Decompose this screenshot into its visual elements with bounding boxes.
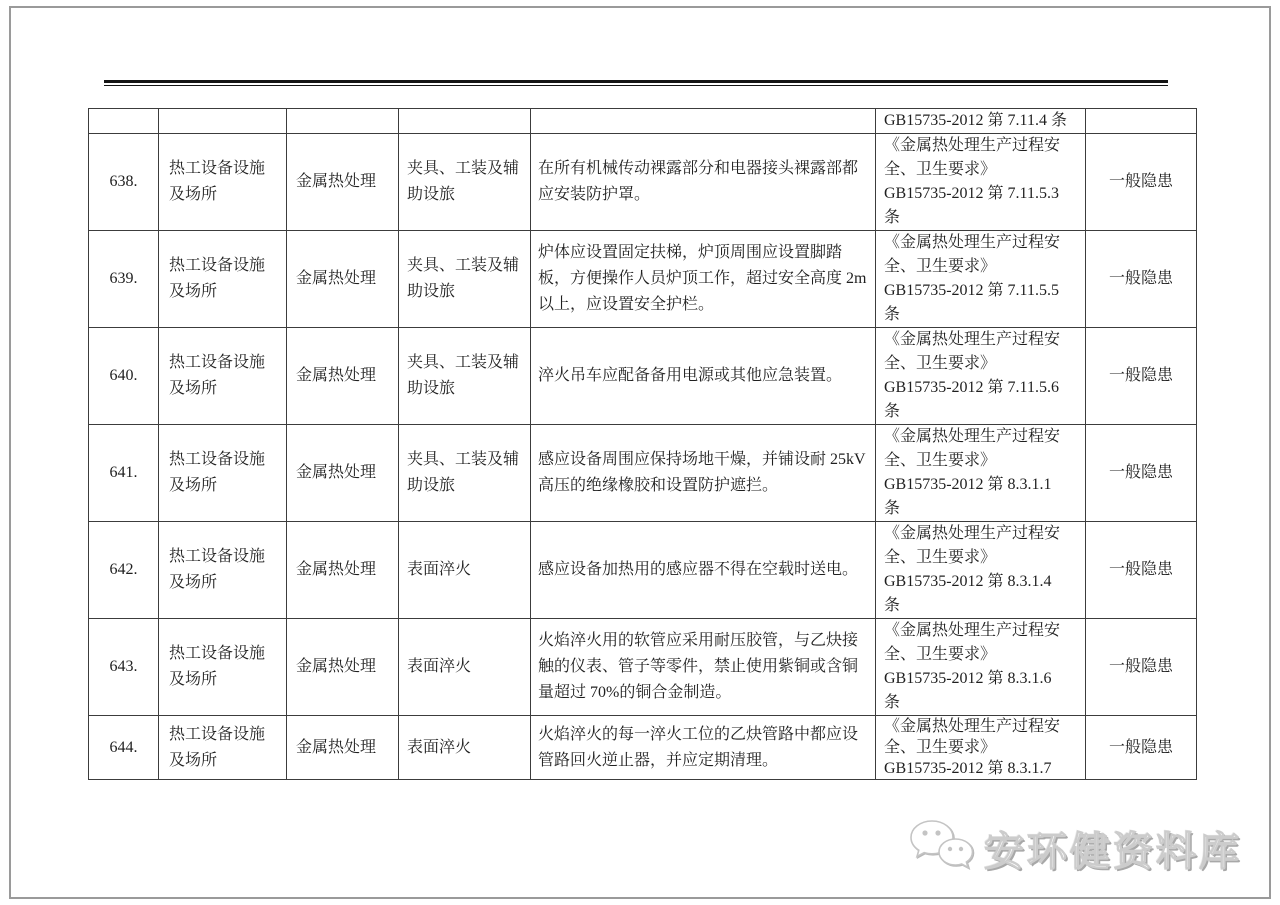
- row-number-cell: 638.: [89, 134, 159, 231]
- reference-cell: [876, 231, 1086, 328]
- table-row-641: [89, 425, 1197, 522]
- description-cell: 感应设备加热用的感应器不得在空载时送电。: [531, 522, 876, 619]
- reference-line: GB15735-2012 第 7.11.5.5: [884, 282, 1059, 299]
- reference-line: 条: [884, 403, 901, 420]
- table-row-639: [89, 231, 1197, 328]
- process-cell: 金属热处理: [287, 522, 399, 619]
- process-cell: 金属热处理: [287, 425, 399, 522]
- table-row-642: [89, 522, 1197, 619]
- area-cell: 热工设备设施及场所: [159, 716, 287, 780]
- reference-line: 条: [884, 597, 901, 614]
- process-cell: 金属热处理: [287, 716, 399, 780]
- reference-line: GB15735-2012 第 7.11.5.3: [884, 185, 1059, 202]
- row-number-cell: 644.: [89, 716, 159, 780]
- reference-line: 全、卫生要求》: [884, 549, 997, 566]
- reference-line: 全、卫生要求》: [884, 161, 997, 178]
- reference-line: GB15735-2012 第 7.11.5.6: [884, 379, 1059, 396]
- row-number-cell: 642.: [89, 522, 159, 619]
- reference-cell: [876, 619, 1086, 716]
- reference-line: GB15735-2012 第 8.3.1.1: [884, 476, 1052, 493]
- process-cell: 金属热处理: [287, 328, 399, 425]
- equipment-cell: [399, 109, 531, 134]
- reference-line: 全、卫生要求》: [884, 739, 997, 756]
- reference-line: 《金属热处理生产过程安: [884, 234, 1061, 251]
- table-row-643: [89, 619, 1197, 716]
- process-cell: [287, 109, 399, 134]
- watermark-text: 安环健资料库: [984, 829, 1242, 874]
- reference-line: GB15735-2012 第 7.11.4 条: [884, 112, 1067, 129]
- reference-line: 全、卫生要求》: [884, 646, 997, 663]
- table-row-continuation: [89, 109, 1197, 134]
- hazard-level-cell: 一般隐患: [1086, 425, 1197, 522]
- reference-cell: [876, 134, 1086, 231]
- reference-line: 条: [884, 500, 901, 517]
- area-cell: 热工设备设施及场所: [159, 522, 287, 619]
- reference-cell: [876, 109, 1086, 134]
- safety-inspection-table: [88, 108, 1197, 780]
- reference-line: 《金属热处理生产过程安: [884, 622, 1061, 639]
- area-cell: 热工设备设施及场所: [159, 231, 287, 328]
- description-cell: 火焰淬火的每一淬火工位的乙炔管路中都应设管路回火逆止器，并应定期清理。: [531, 716, 876, 780]
- watermark: [908, 818, 1242, 879]
- reference-cell: [876, 425, 1086, 522]
- process-cell: 金属热处理: [287, 134, 399, 231]
- reference-line: 全、卫生要求》: [884, 355, 997, 372]
- hazard-level-cell: 一般隐患: [1086, 328, 1197, 425]
- equipment-cell: 夹具、工装及辅助设旅: [399, 425, 531, 522]
- table-row-644: [89, 716, 1197, 780]
- equipment-cell: 表面淬火: [399, 619, 531, 716]
- equipment-cell: 夹具、工装及辅助设旅: [399, 328, 531, 425]
- row-number-cell: 639.: [89, 231, 159, 328]
- reference-line: GB15735-2012 第 8.3.1.4: [884, 573, 1052, 590]
- description-cell: 淬火吊车应配备备用电源或其他应急装置。: [531, 328, 876, 425]
- wechat-icon: [908, 818, 974, 879]
- equipment-cell: 夹具、工装及辅助设旅: [399, 134, 531, 231]
- reference-line: 《金属热处理生产过程安: [884, 331, 1061, 348]
- row-number-cell: 641.: [89, 425, 159, 522]
- reference-line: 《金属热处理生产过程安: [884, 137, 1061, 154]
- reference-line: 全、卫生要求》: [884, 258, 997, 275]
- row-number-cell: 643.: [89, 619, 159, 716]
- hazard-level-cell: 一般隐患: [1086, 716, 1197, 780]
- equipment-cell: 表面淬火: [399, 522, 531, 619]
- description-cell: 火焰淬火用的软管应采用耐压胶管，与乙炔接触的仪表、管子等零件，禁止使用紫铜或含铜量超过 70%的铜合金制造。: [531, 619, 876, 716]
- reference-line: 条: [884, 694, 901, 711]
- reference-line: 《金属热处理生产过程安: [884, 718, 1061, 735]
- area-cell: [159, 109, 287, 134]
- reference-line: 条: [884, 306, 901, 323]
- row-number-cell: 640.: [89, 328, 159, 425]
- area-cell: 热工设备设施及场所: [159, 425, 287, 522]
- table-row-638: [89, 134, 1197, 231]
- area-cell: 热工设备设施及场所: [159, 619, 287, 716]
- hazard-level-cell: 一般隐患: [1086, 522, 1197, 619]
- reference-cell: [876, 328, 1086, 425]
- reference-line: 条: [884, 209, 901, 226]
- equipment-cell: 夹具、工装及辅助设旅: [399, 231, 531, 328]
- reference-cell: [876, 716, 1086, 780]
- process-cell: 金属热处理: [287, 231, 399, 328]
- description-cell: 感应设备周围应保持场地干燥，并铺设耐 25kV 高压的绝缘橡胶和设置防护遮拦。: [531, 425, 876, 522]
- hazard-level-cell: 一般隐患: [1086, 619, 1197, 716]
- equipment-cell: 表面淬火: [399, 716, 531, 780]
- reference-cell: [876, 522, 1086, 619]
- description-cell: 在所有机械传动裸露部分和电器接头裸露部都应安装防护罩。: [531, 134, 876, 231]
- area-cell: 热工设备设施及场所: [159, 328, 287, 425]
- reference-line: GB15735-2012 第 8.3.1.7: [884, 760, 1052, 777]
- hazard-level-cell: [1086, 109, 1197, 134]
- description-cell: [531, 109, 876, 134]
- header-double-rule: [104, 80, 1168, 86]
- table-row-640: [89, 328, 1197, 425]
- area-cell: 热工设备设施及场所: [159, 134, 287, 231]
- hazard-level-cell: 一般隐患: [1086, 231, 1197, 328]
- reference-line: 《金属热处理生产过程安: [884, 428, 1061, 445]
- description-cell: 炉体应设置固定扶梯，炉顶周围应设置脚踏板，方便操作人员炉顶工作，超过安全高度 2m 以上，应设置安全护栏。: [531, 231, 876, 328]
- process-cell: 金属热处理: [287, 619, 399, 716]
- reference-line: 全、卫生要求》: [884, 452, 997, 469]
- reference-line: GB15735-2012 第 8.3.1.6: [884, 670, 1052, 687]
- row-number-cell: [89, 109, 159, 134]
- hazard-level-cell: 一般隐患: [1086, 134, 1197, 231]
- reference-line: 《金属热处理生产过程安: [884, 525, 1061, 542]
